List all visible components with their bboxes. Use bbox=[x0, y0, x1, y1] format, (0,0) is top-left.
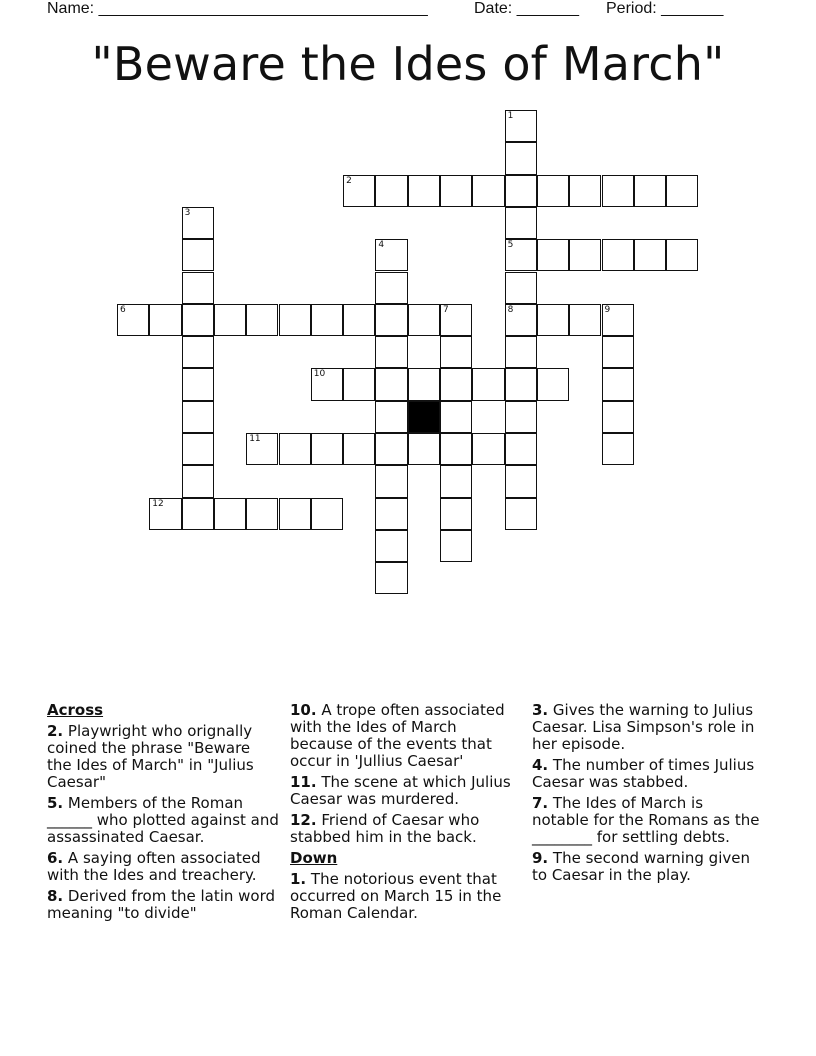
clue-across-10: 10. A trope often associated with the Ides of March because of the events that occur in 'Jullius Caesar' bbox=[290, 701, 505, 770]
crossword-cell[interactable] bbox=[182, 272, 214, 304]
crossword-cell[interactable] bbox=[505, 239, 537, 271]
crossword-cell[interactable] bbox=[634, 239, 666, 271]
crossword-cell[interactable] bbox=[440, 175, 472, 207]
crossword-cell[interactable] bbox=[311, 498, 343, 530]
cell-number: 6 bbox=[120, 304, 126, 315]
crossword-cell[interactable] bbox=[182, 433, 214, 465]
crossword-cell[interactable] bbox=[569, 239, 601, 271]
crossword-cell[interactable] bbox=[182, 401, 214, 433]
clue-across-8: 8. Derived from the latin word meaning "to divide" bbox=[47, 887, 276, 922]
crossword-cell[interactable] bbox=[505, 498, 537, 530]
crossword-cell[interactable] bbox=[666, 175, 698, 207]
crossword-cell[interactable] bbox=[311, 304, 343, 336]
crossword-cell[interactable] bbox=[505, 433, 537, 465]
crossword-cell[interactable] bbox=[440, 433, 472, 465]
crossword-cell[interactable] bbox=[602, 239, 634, 271]
page-title: "Beware the Ides of March" bbox=[91, 37, 725, 91]
crossword-cell[interactable] bbox=[537, 368, 569, 400]
clue-down-1: 1. The notorious event that occurred on March 15 in the Roman Calendar. bbox=[290, 870, 502, 922]
crossword-cell[interactable] bbox=[343, 175, 375, 207]
crossword-cell[interactable] bbox=[343, 304, 375, 336]
name-field-label: Name: _____________________________________ bbox=[47, 0, 428, 17]
crossword-cell[interactable] bbox=[602, 175, 634, 207]
cell-number: 1 bbox=[507, 111, 514, 121]
clue-down-9: 9. The second warning given to Caesar in the play. bbox=[532, 849, 750, 884]
crossword-cell[interactable] bbox=[375, 401, 407, 433]
crossword-cell[interactable] bbox=[375, 336, 407, 368]
clues-column-2 bbox=[290, 702, 522, 926]
crossword-cell[interactable] bbox=[149, 304, 181, 336]
crossword-cell[interactable] bbox=[440, 304, 472, 336]
crossword-cell[interactable] bbox=[440, 336, 472, 368]
clues-column-1 bbox=[47, 702, 279, 926]
period-field-label: Period: _______ bbox=[606, 0, 724, 17]
crossword-cell[interactable] bbox=[343, 368, 375, 400]
clue-across-12: 12. Friend of Caesar who stabbed him in the back. bbox=[290, 811, 480, 846]
crossword-cell[interactable] bbox=[279, 304, 311, 336]
cell-number: 5 bbox=[507, 240, 514, 251]
crossword-cell[interactable] bbox=[602, 433, 634, 465]
cell-number: 11 bbox=[249, 434, 261, 444]
crossword-cell[interactable] bbox=[214, 304, 246, 336]
crossword-cell[interactable] bbox=[505, 368, 537, 400]
cell-number: 4 bbox=[378, 240, 385, 251]
crossword-cell[interactable] bbox=[408, 175, 440, 207]
crossword-cell[interactable] bbox=[311, 433, 343, 465]
crossword-cell[interactable] bbox=[246, 304, 278, 336]
crossword-cell[interactable] bbox=[408, 304, 440, 336]
clue-down-7: 7. The Ides of March is notable for the Romans as the ________ for settling debts. bbox=[532, 794, 760, 846]
date-field-label: Date: _______ bbox=[474, 0, 579, 17]
cell-number: 10 bbox=[313, 369, 326, 380]
crossword-cell[interactable] bbox=[505, 336, 537, 368]
crossword-cell[interactable] bbox=[602, 336, 634, 368]
blocked-cell bbox=[408, 401, 440, 433]
crossword-cell[interactable] bbox=[375, 368, 407, 400]
across-heading: Across bbox=[47, 701, 104, 719]
crossword-cell[interactable] bbox=[505, 142, 537, 174]
crossword-cell[interactable] bbox=[182, 368, 214, 400]
crossword-cell[interactable] bbox=[375, 272, 407, 304]
crossword-cell[interactable] bbox=[246, 498, 278, 530]
crossword-cell[interactable] bbox=[472, 433, 504, 465]
crossword-cell[interactable] bbox=[537, 304, 569, 336]
crossword-cell[interactable] bbox=[182, 498, 214, 530]
crossword-cell[interactable] bbox=[375, 175, 407, 207]
crossword-cell[interactable] bbox=[666, 239, 698, 271]
crossword-cell[interactable] bbox=[440, 498, 472, 530]
crossword-cell[interactable] bbox=[505, 207, 537, 239]
crossword-cell[interactable] bbox=[634, 175, 666, 207]
crossword-cell[interactable] bbox=[311, 368, 343, 400]
clue-down-4: 4. The number of times Julius Caesar was stabbed. bbox=[532, 756, 755, 791]
crossword-cell[interactable] bbox=[279, 433, 311, 465]
crossword-cell[interactable] bbox=[472, 368, 504, 400]
crossword-cell[interactable] bbox=[343, 433, 375, 465]
crossword-cell[interactable] bbox=[279, 498, 311, 530]
crossword-cell[interactable] bbox=[440, 530, 472, 562]
crossword-cell[interactable] bbox=[505, 110, 537, 142]
crossword-cell[interactable] bbox=[569, 175, 601, 207]
crossword-cell[interactable] bbox=[602, 368, 634, 400]
crossword-cell[interactable] bbox=[505, 401, 537, 433]
clues-column-3 bbox=[532, 702, 764, 888]
crossword-cell[interactable] bbox=[602, 401, 634, 433]
cell-number: 8 bbox=[507, 304, 514, 315]
crossword-cell[interactable] bbox=[182, 207, 214, 239]
cell-number: 9 bbox=[604, 304, 611, 315]
crossword-cell[interactable] bbox=[375, 498, 407, 530]
crossword-cell[interactable] bbox=[117, 304, 149, 336]
crossword-cell[interactable] bbox=[505, 175, 537, 207]
cell-number: 3 bbox=[184, 207, 191, 218]
crossword-cell[interactable] bbox=[214, 498, 246, 530]
cell-number: 2 bbox=[346, 175, 352, 186]
crossword-cell[interactable] bbox=[182, 336, 214, 368]
crossword-cell[interactable] bbox=[182, 304, 214, 336]
crossword-cell[interactable] bbox=[569, 304, 601, 336]
crossword-cell[interactable] bbox=[537, 175, 569, 207]
crossword-cell[interactable] bbox=[246, 433, 278, 465]
clue-down-3: 3. Gives the warning to Julius Caesar. Lisa Simpson's role in her episode. bbox=[532, 701, 755, 753]
crossword-cell[interactable] bbox=[375, 562, 407, 594]
crossword-cell[interactable] bbox=[375, 465, 407, 497]
crossword-cell[interactable] bbox=[408, 433, 440, 465]
crossword-cell[interactable] bbox=[375, 239, 407, 271]
crossword-cell[interactable] bbox=[472, 175, 504, 207]
clue-across-11: 11. The scene at which Julius Caesar was murdered. bbox=[290, 773, 511, 808]
crossword-cell[interactable] bbox=[440, 401, 472, 433]
crossword-cell[interactable] bbox=[149, 498, 181, 530]
crossword-cell[interactable] bbox=[375, 530, 407, 562]
crossword-cell[interactable] bbox=[440, 465, 472, 497]
clue-across-2: 2. Playwright who orignally coined the phrase "Beware the Ides of March" in "Julius Caesar" bbox=[47, 722, 254, 791]
crossword-cell[interactable] bbox=[440, 368, 472, 400]
crossword-cell[interactable] bbox=[375, 433, 407, 465]
clue-across-5: 5. Members of the Roman ______ who plotted against and assassinated Caesar. bbox=[47, 794, 279, 846]
crossword-cell[interactable] bbox=[182, 465, 214, 497]
crossword-cell[interactable] bbox=[537, 239, 569, 271]
crossword-cell[interactable] bbox=[408, 368, 440, 400]
crossword-cell[interactable] bbox=[505, 304, 537, 336]
cell-number: 12 bbox=[152, 498, 164, 509]
clue-across-6: 6. A saying often associated with the Ides and treachery. bbox=[47, 849, 261, 884]
crossword-cell[interactable] bbox=[375, 304, 407, 336]
crossword-cell[interactable] bbox=[602, 304, 634, 336]
crossword-cell[interactable] bbox=[505, 465, 537, 497]
down-heading: Down bbox=[290, 849, 338, 867]
crossword-cell[interactable] bbox=[505, 272, 537, 304]
cell-number: 7 bbox=[443, 304, 449, 315]
crossword-cell[interactable] bbox=[182, 239, 214, 271]
